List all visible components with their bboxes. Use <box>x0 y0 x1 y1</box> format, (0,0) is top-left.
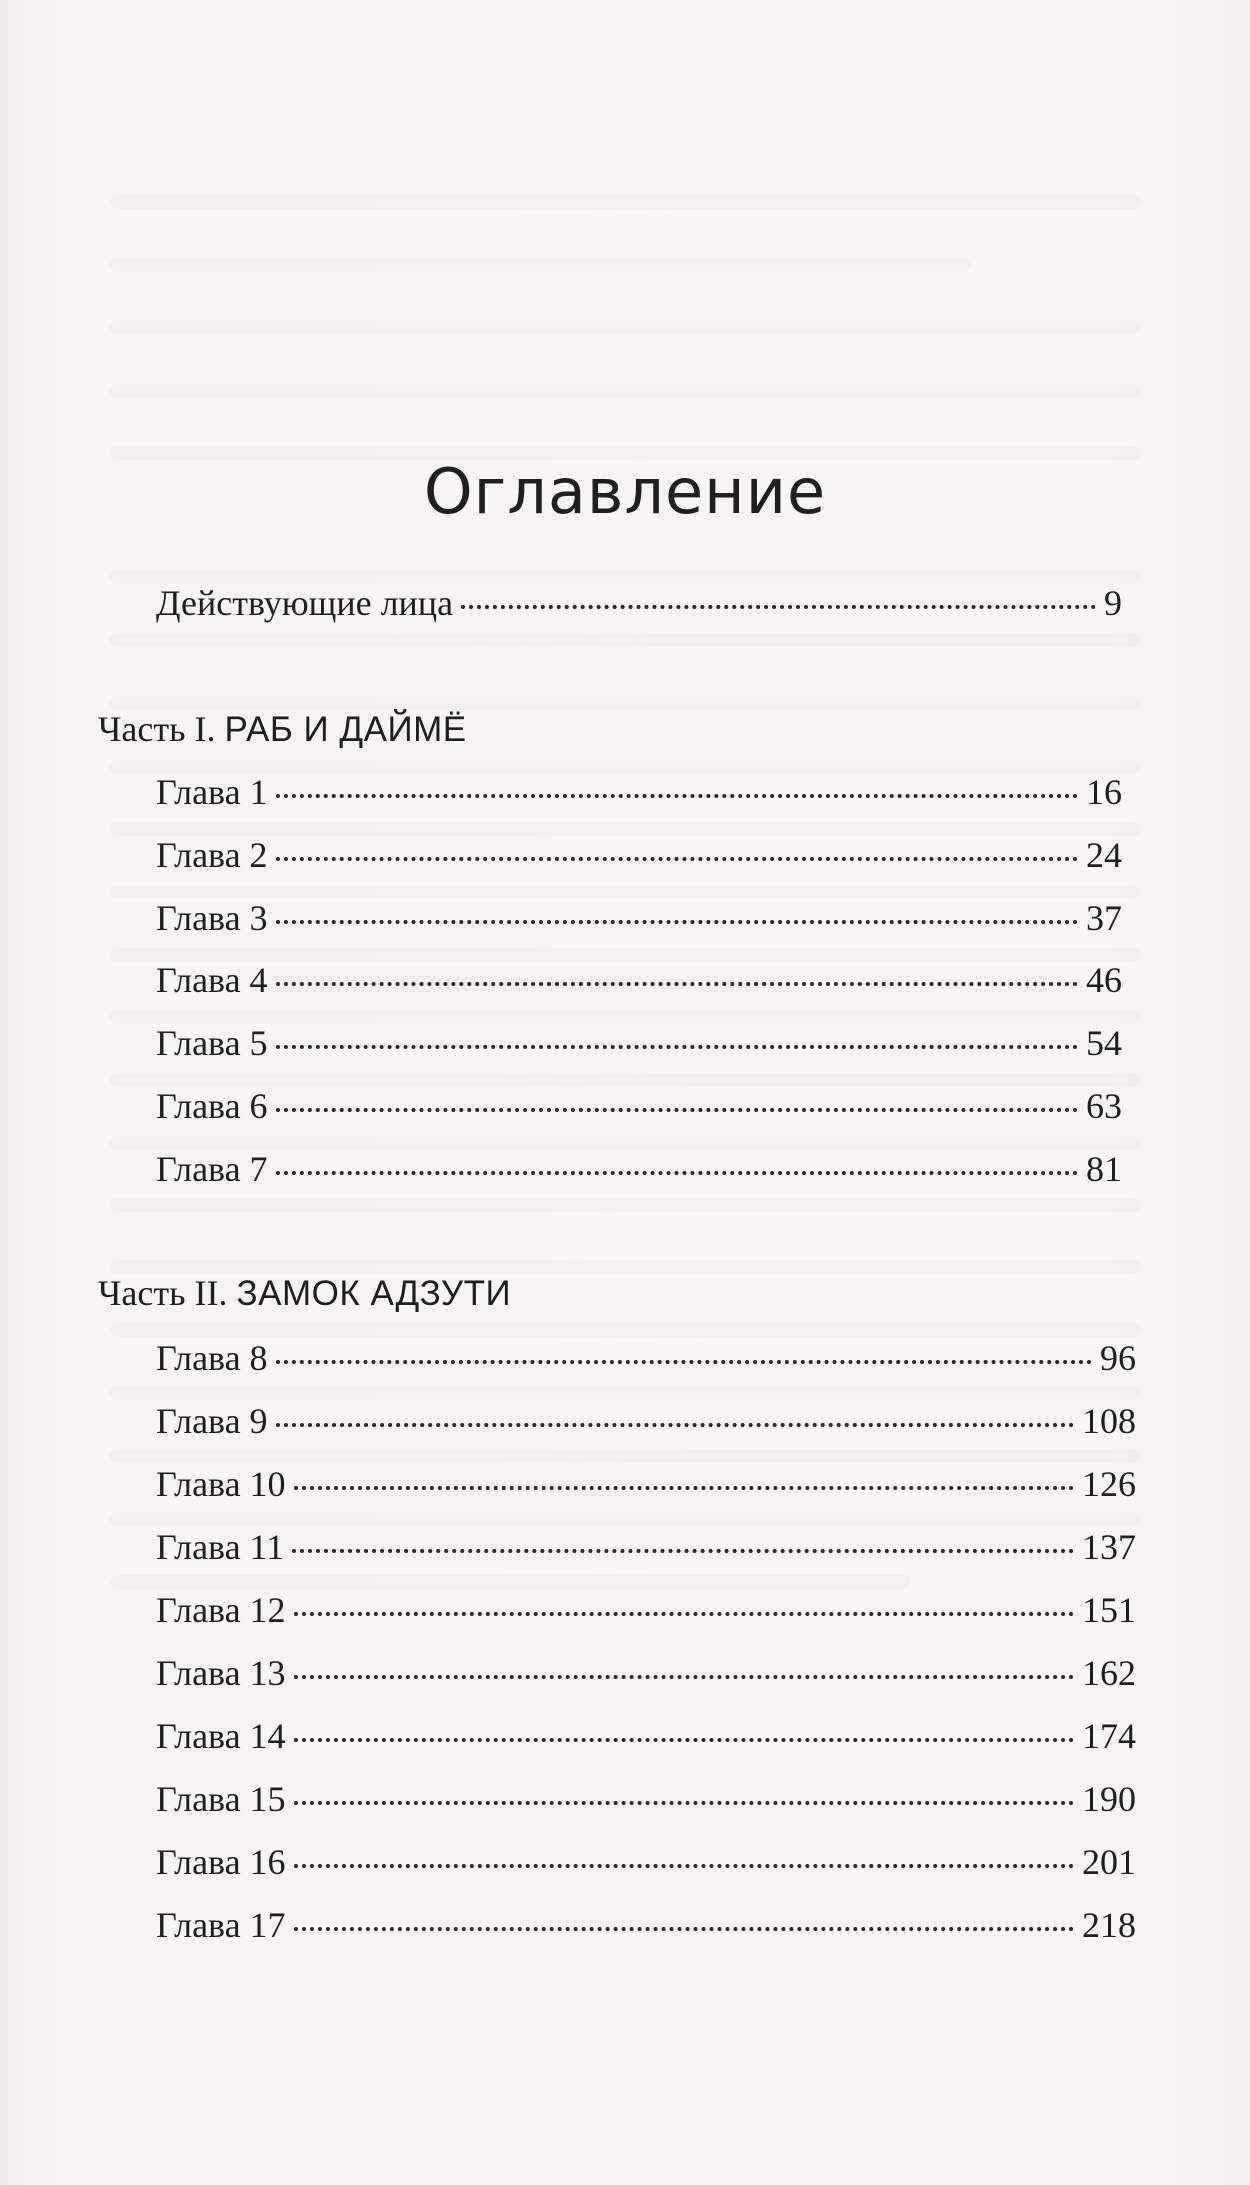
toc-page-number: 162 <box>1082 1653 1136 1693</box>
toc-page-number: 137 <box>1082 1527 1136 1567</box>
dot-leader <box>461 605 1096 609</box>
toc-entry-label: Глава 4 <box>156 960 268 1000</box>
toc-entry-label: Глава 10 <box>156 1464 286 1504</box>
toc-page-number: 37 <box>1086 898 1122 938</box>
toc-page-number: 63 <box>1086 1086 1122 1126</box>
toc-entry-chapter[interactable] <box>156 1463 1136 1505</box>
part-name: ЗАМОК АДЗУТИ <box>236 1274 512 1313</box>
toc-entry-label: Глава 14 <box>156 1716 286 1756</box>
toc-entry-label: Глава 17 <box>156 1905 286 1945</box>
dot-leader <box>294 1738 1074 1742</box>
toc-page-number: 126 <box>1082 1464 1136 1504</box>
toc-entry-chapter[interactable] <box>156 1022 1122 1064</box>
toc-page-number: 24 <box>1086 835 1122 875</box>
toc-entry-label: Глава 9 <box>156 1401 268 1441</box>
toc-entry-label: Глава 8 <box>156 1338 268 1378</box>
part-heading-2 <box>98 1272 511 1314</box>
toc-entry-label: Глава 6 <box>156 1086 268 1126</box>
toc-page-number: 190 <box>1082 1779 1136 1819</box>
part-name: РАБ И ДАЙМЁ <box>224 710 467 749</box>
dot-leader <box>276 794 1078 798</box>
dot-leader <box>294 1864 1074 1868</box>
toc-entry-label: Глава 2 <box>156 835 268 875</box>
page-title: Оглавление <box>423 455 827 528</box>
toc-entry-label: Глава 5 <box>156 1023 268 1063</box>
toc-entry-label: Глава 12 <box>156 1590 286 1630</box>
toc-page-number: 9 <box>1104 583 1122 623</box>
dot-leader <box>276 1108 1078 1112</box>
toc-entry-chapter[interactable] <box>156 1904 1136 1946</box>
toc-entry-label: Глава 15 <box>156 1779 286 1819</box>
toc-entry-label: Действующие лица <box>156 583 454 623</box>
toc-entry-chapter[interactable] <box>156 1589 1136 1631</box>
toc-entry-chapter[interactable] <box>156 834 1122 876</box>
toc-entry-label: Глава 7 <box>156 1149 268 1189</box>
toc-page-number: 151 <box>1082 1590 1136 1630</box>
dot-leader <box>292 1549 1074 1553</box>
toc-entry-chapter[interactable] <box>156 1526 1136 1568</box>
toc-page-number: 54 <box>1086 1023 1122 1063</box>
dot-leader <box>276 857 1078 861</box>
toc-page-number: 96 <box>1100 1338 1136 1378</box>
dot-leader <box>294 1801 1074 1805</box>
toc-entry-cast[interactable] <box>156 582 1122 624</box>
part-heading-1 <box>98 708 467 750</box>
toc-entry-chapter[interactable] <box>156 1841 1136 1883</box>
toc-page-number: 81 <box>1086 1149 1122 1189</box>
toc-entry-label: Глава 16 <box>156 1842 286 1882</box>
dot-leader <box>276 1045 1078 1049</box>
dot-leader <box>276 1360 1092 1364</box>
dot-leader <box>276 1171 1078 1175</box>
toc-entry-chapter[interactable] <box>156 1148 1122 1190</box>
toc-entry-chapter[interactable] <box>156 1652 1136 1694</box>
toc-entry-chapter[interactable] <box>156 1085 1122 1127</box>
toc-page-number: 174 <box>1082 1716 1136 1756</box>
toc-entry-label: Глава 13 <box>156 1653 286 1693</box>
toc-page-number: 16 <box>1086 772 1122 812</box>
toc-entry-chapter[interactable] <box>156 1715 1136 1757</box>
toc-page-number: 46 <box>1086 960 1122 1000</box>
part-prefix: Часть I. <box>98 709 216 749</box>
toc-entry-chapter[interactable] <box>156 897 1122 939</box>
toc-entry-chapter[interactable] <box>156 771 1122 813</box>
toc-page-number: 201 <box>1082 1842 1136 1882</box>
toc-entry-chapter[interactable] <box>156 1778 1136 1820</box>
dot-leader <box>276 920 1078 924</box>
dot-leader <box>294 1486 1074 1490</box>
toc-entry-chapter[interactable] <box>156 959 1122 1001</box>
toc-entry-label: Глава 3 <box>156 898 268 938</box>
dot-leader <box>294 1675 1074 1679</box>
part-prefix: Часть II. <box>98 1273 228 1313</box>
dot-leader <box>276 1423 1074 1427</box>
dot-leader <box>276 982 1078 986</box>
dot-leader <box>294 1612 1074 1616</box>
toc-entry-label: Глава 1 <box>156 772 268 812</box>
toc-entry-label: Глава 11 <box>156 1527 285 1567</box>
dot-leader <box>294 1927 1074 1931</box>
toc-page-number: 218 <box>1082 1905 1136 1945</box>
toc-page-number: 108 <box>1082 1401 1136 1441</box>
toc-entry-chapter[interactable] <box>156 1337 1136 1379</box>
toc-entry-chapter[interactable] <box>156 1400 1136 1442</box>
